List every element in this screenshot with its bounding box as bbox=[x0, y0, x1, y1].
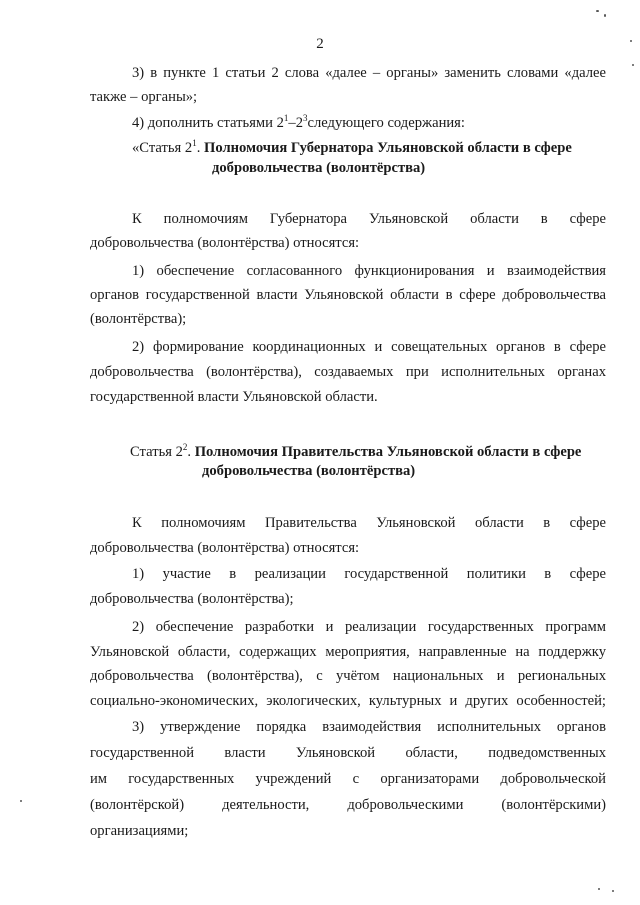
scan-speck bbox=[598, 888, 600, 890]
article21-intro-line2: добровольчества (волонтёрства) относятся: bbox=[90, 235, 360, 251]
article22-sup: 2 bbox=[182, 442, 188, 452]
article21-title-line2-wrap bbox=[212, 158, 425, 178]
article22-p2-line4: социально-экономических, экологических, культурных и других особенностей; bbox=[90, 693, 606, 709]
article21-p1-line2: органов государственной власти Ульяновской области в сфере добровольчества bbox=[90, 287, 606, 303]
article21-p2-line3: государственной власти Ульяновской области. bbox=[90, 389, 378, 405]
item4-text-after: следующего содержания: bbox=[307, 115, 465, 131]
article21-heading bbox=[132, 138, 612, 158]
scan-speck bbox=[630, 40, 632, 42]
article22-intro-line2: добровольчества (волонтёрства) относятся: bbox=[90, 540, 360, 556]
article21-p1-line3: (волонтёрства); bbox=[90, 311, 187, 327]
scan-speck bbox=[604, 14, 606, 17]
scan-speck bbox=[20, 800, 22, 802]
article22-p3-line5: организациями; bbox=[90, 823, 189, 839]
article22-p3-line2: государственной власти Ульяновской области, подведомственных bbox=[90, 745, 606, 761]
article22-p1-line1: 1) участие в реализации государственной политики в сфере bbox=[132, 566, 606, 582]
article22-p3-line4: (волонтёрской) деятельности, добровольческими (волонтёрскими) bbox=[90, 797, 606, 813]
article21-intro-line1: К полномочиям Губернатора Ульяновской области в сфере bbox=[132, 211, 606, 227]
item3-line1: 3) в пункте 1 статьи 2 слова «далее – органы» заменить словами «далее bbox=[132, 65, 606, 81]
article21-label: «Статья 2 bbox=[132, 140, 193, 156]
item4-sup1: 1 bbox=[283, 113, 289, 123]
scan-speck bbox=[612, 890, 614, 892]
article22-intro-line1: К полномочиям Правительства Ульяновской области в сфере bbox=[132, 515, 606, 531]
scan-speck bbox=[632, 64, 634, 66]
article22-p1-line2: добровольчества (волонтёрства); bbox=[90, 591, 294, 607]
article21-title-line1: Полномочия Губернатора Ульяновской области в сфере bbox=[204, 140, 572, 156]
page-number: 2 bbox=[316, 36, 324, 52]
article22-title-line2-wrap bbox=[202, 461, 415, 481]
article22-heading bbox=[130, 442, 610, 462]
article22-p2-line2: Ульяновской области, содержащих мероприятия, направленные на поддержку bbox=[90, 644, 606, 660]
article22-label-end: . bbox=[187, 444, 192, 460]
article21-label-end: . bbox=[196, 140, 201, 156]
article21-title-line2: добровольчества (волонтёрства) bbox=[212, 160, 426, 176]
article21-p2-line2: добровольчества (волонтёрства), создаваемых при исполнительных органах bbox=[90, 364, 606, 380]
item3-line2: также – органы»; bbox=[90, 89, 198, 105]
item4-dash: –2 bbox=[288, 115, 303, 131]
scan-speck bbox=[596, 10, 599, 12]
article21-sup: 1 bbox=[192, 138, 197, 148]
item4-line bbox=[132, 114, 465, 132]
item4-sup3: 3 bbox=[303, 113, 308, 123]
article22-title-line2: добровольчества (волонтёрства) bbox=[202, 463, 416, 479]
article22-p2-line3: добровольчества (волонтёрства), с учётом национальных и региональных bbox=[90, 668, 606, 684]
article21-p2-line1: 2) формирование координационных и совещательных органов в сфере bbox=[132, 339, 606, 355]
item4-text-before: 4) дополнить статьями 2 bbox=[132, 115, 284, 131]
article22-label: Статья 2 bbox=[130, 444, 183, 460]
article22-p3-line1: 3) утверждение порядка взаимодействия исполнительных органов bbox=[132, 719, 606, 735]
article22-title-line1: Полномочия Правительства Ульяновской области в сфере bbox=[194, 444, 582, 460]
article22-p2-line1: 2) обеспечение разработки и реализации государственных программ bbox=[132, 619, 606, 635]
article21-p1-line1: 1) обеспечение согласованного функционирования и взаимодействия bbox=[132, 263, 606, 279]
article22-p3-line3: им государственных учреждений с организаторами добровольческой bbox=[90, 771, 606, 787]
